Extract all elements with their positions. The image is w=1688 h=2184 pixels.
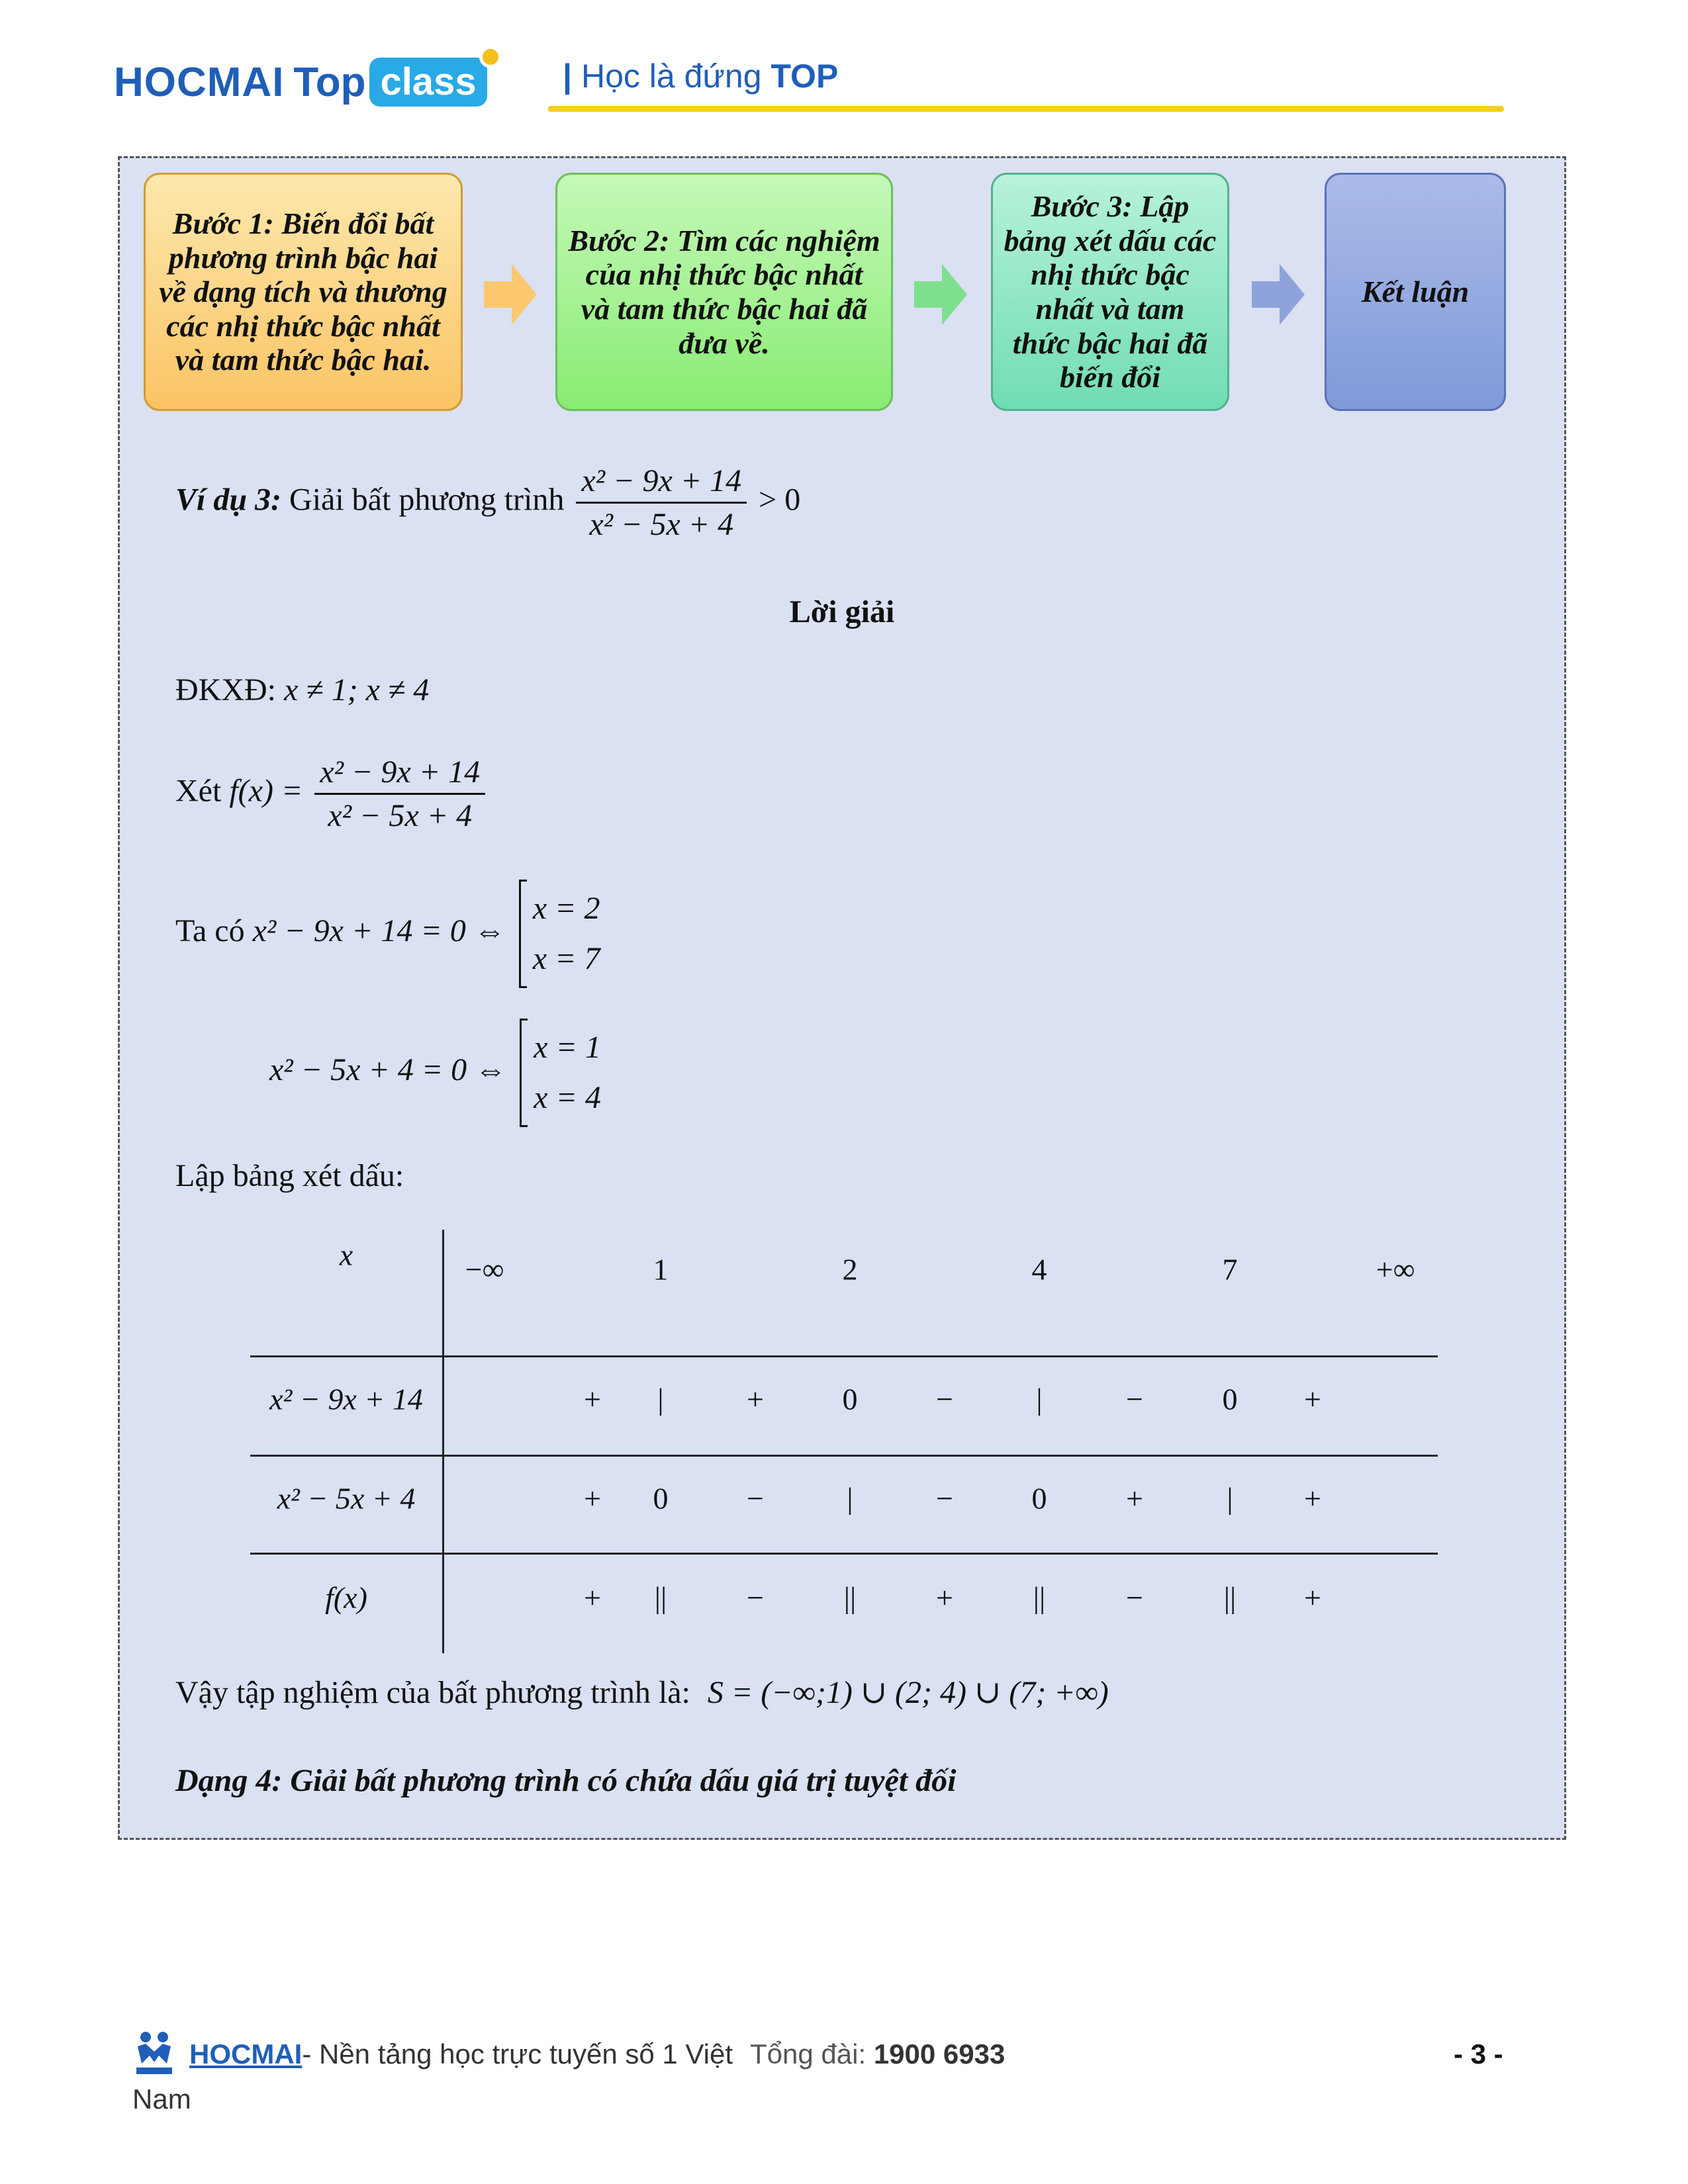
sign-table	[250, 1230, 1438, 1653]
dkxd-expr: x ≠ 1; x ≠ 4	[284, 672, 430, 707]
taco-eq2-root-1: x = 1	[534, 1030, 601, 1065]
tagline-prefix: Học là đứng	[581, 58, 762, 95]
flow-step-4-label: Kết luận	[1361, 275, 1470, 309]
flow-step-3-label: Bước 3: Lập bảng xét dấu các nhị thức bậc nhất và tam thức bậc hai đã biến đổi	[1004, 189, 1217, 394]
example-prompt: Giải bất phương trình	[289, 482, 565, 518]
logo-brand: HOCMAI	[114, 59, 285, 105]
sign-table-row-label: f(x)	[325, 1580, 367, 1615]
flow-step-2-label: Bước 2: Tìm các nghiệm của nhị thức bậc nhất và tam thức bậc hai đã đưa về.	[568, 223, 880, 360]
xet-line	[175, 754, 489, 834]
sign-table-rule	[250, 1455, 1438, 1457]
sign-table-point: 1	[653, 1252, 669, 1287]
sign-table-sign: +	[584, 1580, 601, 1615]
tagline-highlight: TOP	[771, 58, 839, 95]
arrow-right-icon	[484, 264, 537, 325]
example-label: Ví dụ 3:	[175, 482, 282, 518]
sign-table-sign: +	[1126, 1481, 1143, 1516]
footer-hotline-number: 1900 6933	[873, 2038, 1006, 2070]
conclusion-set: S = (−∞;1) ∪ (2; 4) ∪ (7; +∞)	[707, 1675, 1109, 1710]
tagline: | Học là đứng TOP	[563, 58, 839, 95]
flow-step-1	[144, 173, 463, 411]
solution-title: Lời giải	[789, 594, 895, 629]
page-number	[1454, 2038, 1503, 2070]
footer-slogan-end: Nam	[132, 2083, 191, 2115]
sign-table-sign: |	[657, 1382, 664, 1416]
example-numerator: x² − 9x + 14	[576, 463, 747, 504]
sign-table-sign: −	[1126, 1382, 1143, 1416]
header-rule	[548, 106, 1504, 112]
sign-table-sign: ||	[843, 1580, 857, 1615]
xet-fraction	[314, 754, 485, 834]
taco-eq1-root-2: x = 7	[532, 941, 600, 976]
section-heading: Dạng 4: Giải bất phương trình có chứa dấu giá trị tuyệt đối	[175, 1763, 957, 1798]
footer-slogan: - Nền tảng học trực tuyến số 1 Việt	[302, 2038, 733, 2070]
sign-table-rule	[250, 1355, 1438, 1357]
sign-table-point: +∞	[1376, 1252, 1415, 1287]
xet-fx: f(x) =	[229, 773, 303, 809]
sign-table-sign: +	[747, 1382, 764, 1416]
footer-brand-link[interactable]: HOCMAI	[189, 2038, 303, 2070]
taco-eq2-root-2: x = 4	[534, 1080, 601, 1115]
flow-step-2	[555, 173, 893, 411]
page-number-text: - 3 -	[1454, 2038, 1503, 2070]
flow-step-4	[1325, 173, 1506, 411]
arrow-right-icon	[914, 264, 967, 325]
sign-table-sign: 0	[1222, 1382, 1238, 1416]
footer-hotline-label: Tổng đài:	[750, 2038, 867, 2070]
hocmai-logo-icon	[132, 2029, 176, 2078]
sign-table-sign: +	[1304, 1580, 1321, 1615]
sign-table-sign: |	[1227, 1481, 1233, 1516]
xet-label: Xét	[175, 773, 222, 809]
sign-table-sign: +	[936, 1580, 953, 1615]
sign-table-sign: −	[747, 1481, 764, 1516]
sign-table-vertical-rule	[442, 1230, 444, 1653]
taco-line-2	[269, 1019, 601, 1127]
sign-table-sign: +	[584, 1481, 601, 1516]
sign-table-sign: −	[1126, 1580, 1143, 1615]
taco-eq2-roots	[520, 1019, 601, 1127]
sign-table-sign: 0	[1031, 1481, 1047, 1516]
dkxd-line	[175, 672, 429, 708]
dkxd-label: ĐKXĐ:	[175, 672, 276, 707]
sign-table-sign: −	[747, 1580, 764, 1615]
sign-table-sign: |	[847, 1481, 853, 1516]
arrow-right-icon	[1252, 264, 1305, 325]
logo-class	[369, 58, 487, 107]
example-line	[175, 463, 800, 543]
sign-table-row-label: x² − 9x + 14	[269, 1382, 423, 1416]
sign-table-sign: ||	[1223, 1580, 1237, 1615]
sign-table-rule	[250, 1553, 1438, 1555]
hocmai-topclass-logo	[114, 56, 487, 109]
sign-table-sign: +	[1304, 1382, 1321, 1416]
sign-table-point: 7	[1222, 1252, 1238, 1287]
taco-eq1: x² − 9x + 14 = 0 ⇔	[252, 913, 506, 949]
sign-table-sign: |	[1036, 1382, 1043, 1416]
sign-table-sign: ||	[1033, 1580, 1046, 1615]
example-relation: > 0	[759, 482, 801, 518]
sign-table-sign: 0	[653, 1481, 669, 1516]
sign-table-point: 2	[842, 1252, 858, 1287]
logo-class-text: class	[380, 60, 477, 103]
sign-table-sign: ||	[654, 1580, 667, 1615]
taco-label: Ta có	[175, 913, 245, 949]
xet-denominator: x² − 5x + 4	[328, 798, 473, 833]
footer-hotline	[750, 2038, 1005, 2070]
logo-sun-icon	[479, 46, 502, 68]
taco-eq1-root-1: x = 2	[532, 891, 600, 926]
sign-table-x-label: x	[339, 1238, 353, 1272]
sign-table-sign: 0	[842, 1382, 858, 1416]
flow-step-1-label: Bước 1: Biến đổi bất phương trình bậc hai về dạng tích và thương các nhị thức bậc nhất và tam thức bậc hai.	[159, 206, 447, 377]
example-fraction	[576, 463, 747, 543]
sign-table-sign: −	[936, 1382, 953, 1416]
taco-eq2: x² − 5x + 4 = 0 ⇔	[269, 1052, 507, 1088]
sign-table-point: −∞	[465, 1252, 504, 1287]
sign-table-sign: +	[584, 1382, 601, 1416]
flow-step-3	[991, 173, 1229, 411]
sign-table-sign: +	[1304, 1481, 1321, 1516]
footer	[132, 2038, 1005, 2078]
conclusion-text: Vậy tập nghiệm của bất phương trình là:	[175, 1675, 690, 1710]
taco-eq1-roots	[519, 880, 600, 988]
logo-top: Top	[293, 59, 366, 105]
sign-table-sign: −	[936, 1481, 953, 1516]
xet-numerator: x² − 9x + 14	[314, 754, 485, 795]
sign-table-row-label: x² − 5x + 4	[277, 1481, 416, 1516]
sign-table-point: 4	[1031, 1252, 1047, 1287]
taco-line-1	[175, 880, 600, 988]
conclusion-line	[175, 1674, 1109, 1711]
table-intro: Lập bảng xét dấu:	[175, 1158, 404, 1193]
example-denominator: x² − 5x + 4	[589, 507, 734, 542]
